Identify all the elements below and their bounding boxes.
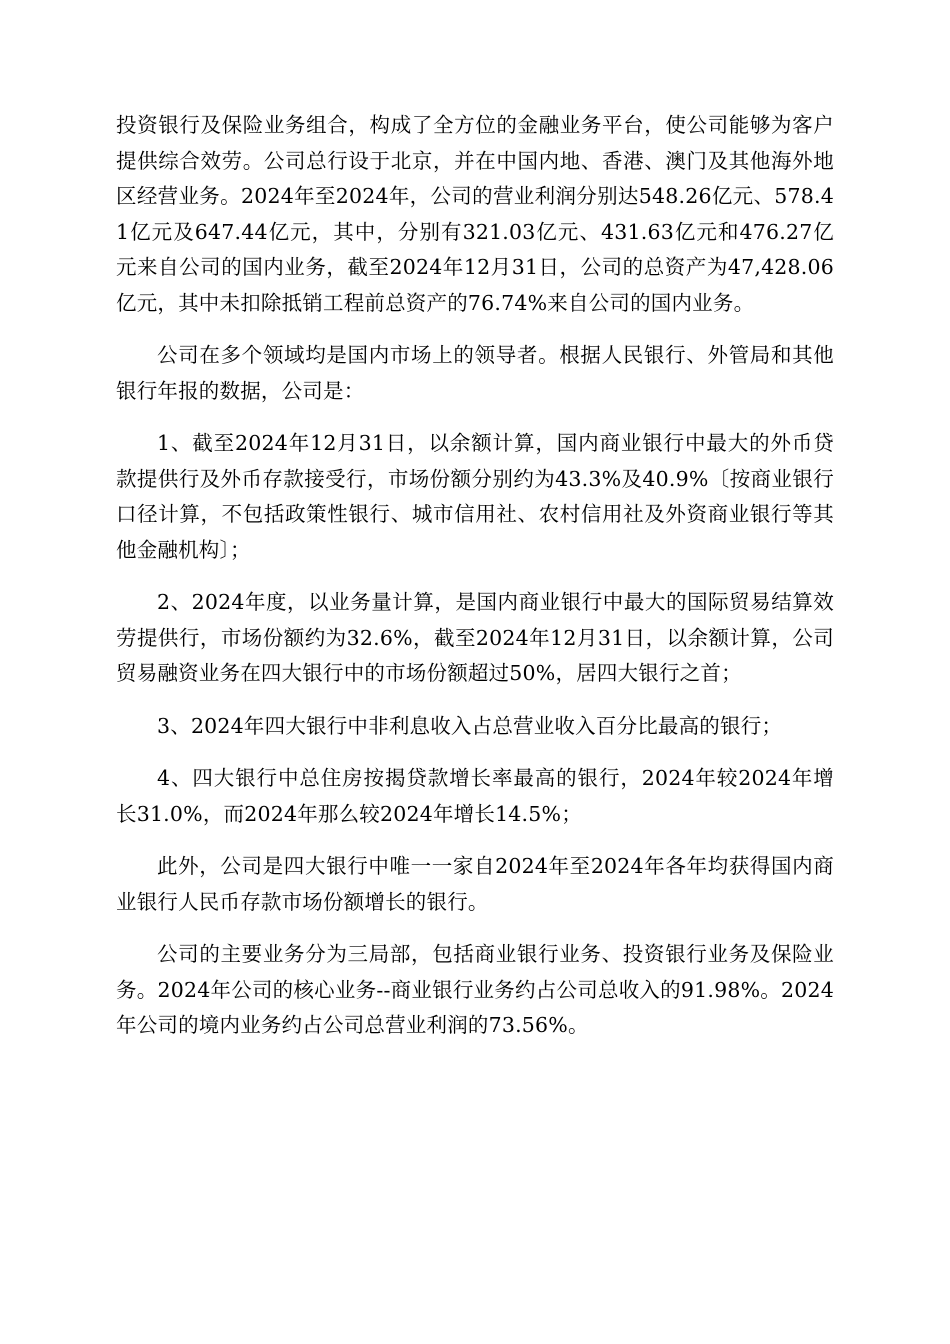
paragraph-market-leader: 公司在多个领域均是国内市场上的领导者。根据人民银行、外管局和其他银行年报的数据，公司是： — [116, 343, 834, 403]
paragraph-item-1: 1、截至2024年12月31日，以余额计算，国内商业银行中最大的外币贷款提供行及外币存款接受行，市场份额分别约为43.3%及40.9%〔按商业银行口径计算，不包括政策性银行、城市信用社、农村信用社及外资商业银行等其他金融机构〕； — [116, 431, 834, 562]
paragraph-additionally: 此外，公司是四大银行中唯一一家自2024年至2024年各年均获得国内商业银行人民币存款市场份额增长的银行。 — [116, 854, 834, 914]
paragraph-item-2: 2、2024年度，以业务量计算，是国内商业银行中最大的国际贸易结算效劳提供行，市场份额约为32.6%，截至2024年12月31日，以余额计算，公司贸易融资业务在四大银行中的市场份额超过50%，居四大银行之首； — [116, 590, 834, 685]
paragraph-item-4: 4、四大银行中总住房按揭贷款增长率最高的银行，2024年较2024年增长31.0%，而2024年那么较2024年增长14.5%； — [116, 766, 834, 826]
document-page — [116, 108, 834, 1044]
paragraph-main-business: 公司的主要业务分为三局部，包括商业银行业务、投资银行业务及保险业务。2024年公司的核心业务--商业银行业务约占公司总收入的91.98%。2024年公司的境内业务约占公司总营业利润的73.56%。 — [116, 942, 834, 1037]
paragraph-item-3: 3、2024年四大银行中非利息收入占总营业收入百分比最高的银行； — [157, 713, 783, 738]
paragraph-intro-continued: 投资银行及保险业务组合，构成了全方位的金融业务平台，使公司能够为客户提供综合效劳。公司总行设于北京，并在中国内地、香港、澳门及其他海外地区经营业务。2024年至2024年，公司的营业利润分别达548.26亿元、578.41亿元及647.44亿元，其中，分别有321.03亿元、431.63亿元和476.27亿元来自公司的国内业务，截至2024年12月31日，公司的总资产为47,428.06亿元，其中未扣除抵销工程前总资产的76.74%来自公司的国内业务。 — [116, 113, 834, 315]
